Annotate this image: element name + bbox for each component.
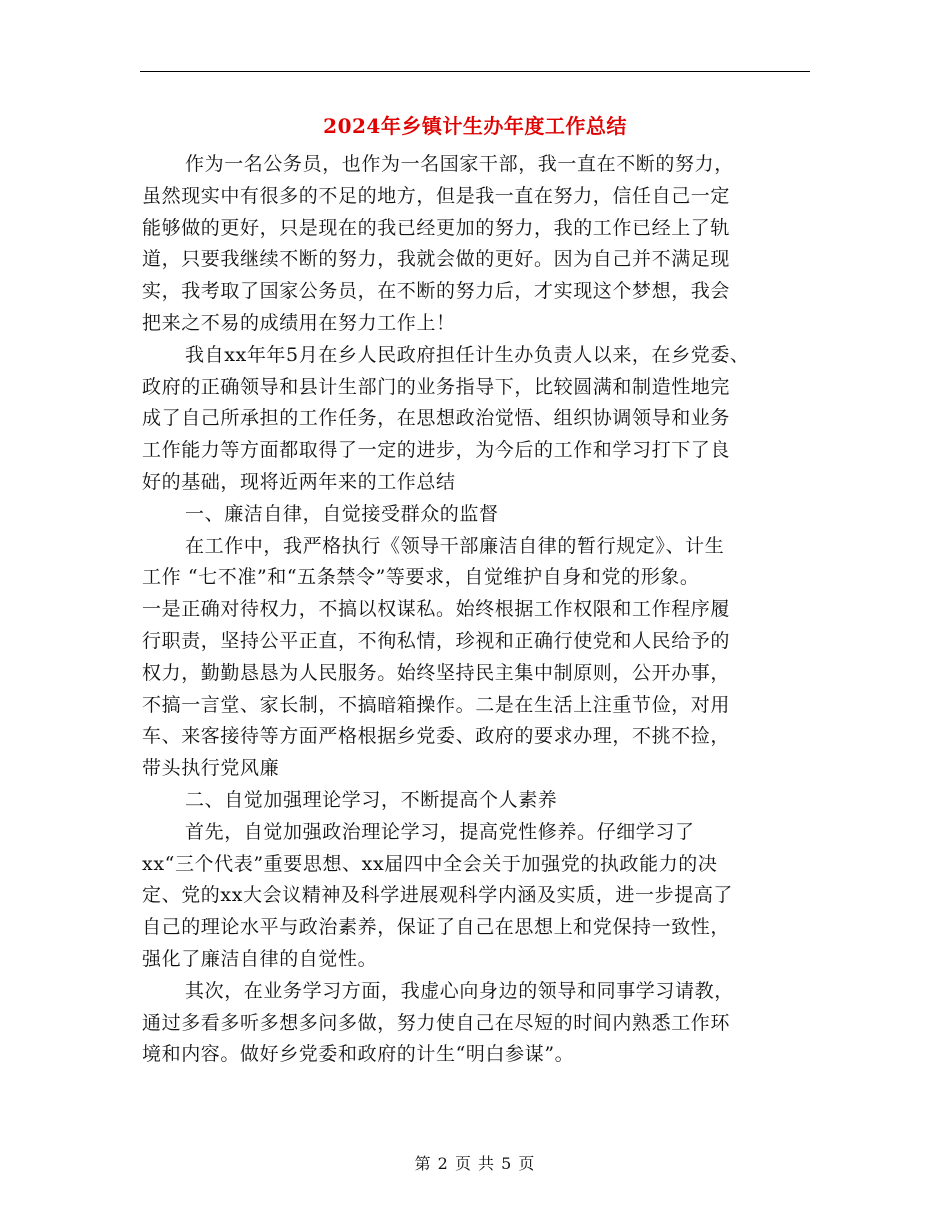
paragraph bbox=[142, 149, 814, 340]
text-line: 我自xx年年5月在乡人民政府担任计生办负责人以来，在乡党委、 bbox=[185, 343, 750, 366]
text-line: 实，我考取了国家公务员，在不断的努力后，才实现这个梦想，我会 bbox=[142, 280, 731, 303]
paragraph bbox=[142, 499, 814, 531]
text-line: 定、党的xx大会议精神及科学进展观科学内涵及实质，进一步提高了 bbox=[142, 884, 734, 907]
text-line: 权力，勤勤恳恳为人民服务。始终坚持民主集中制原则，公开办事， bbox=[142, 661, 731, 684]
paragraph bbox=[142, 976, 814, 1071]
text-line: 首先，自觉加强政治理论学习，提高党性修养。仔细学习了 bbox=[185, 820, 695, 843]
text-line: 通过多看多听多想多问多做，努力使自己在尽短的时间内熟悉工作环 bbox=[142, 1011, 731, 1034]
text-line: xx“三个代表”重要思想、xx届四中全会关于加强党的执政能力的决 bbox=[142, 852, 718, 875]
text-line: 好的基础，现将近两年来的工作总结 bbox=[142, 470, 456, 493]
text-line: 政府的正确领导和县计生部门的业务指导下，比较圆满和制造性地完 bbox=[142, 375, 731, 398]
text-line: 工作 “七不准”和“五条禁令”等要求，自觉维护自身和党的形象。 bbox=[142, 566, 700, 589]
text-line: 不搞一言堂、家长制，不搞暗箱操作。二是在生活上注重节俭，对用 bbox=[142, 693, 731, 716]
header-rule bbox=[140, 71, 810, 72]
text-line: 自己的理论水平与政治素养，保证了自己在思想上和党保持一致性， bbox=[142, 916, 731, 939]
text-line: 境和内容。做好乡党委和政府的计生“明白参谋”。 bbox=[142, 1043, 575, 1066]
text-line: 行职责，坚持公平正直，不徇私情，珍视和正确行使党和人民给予的 bbox=[142, 629, 731, 652]
text-line: 一是正确对待权力，不搞以权谋私。始终根据工作权限和工作程序履 bbox=[142, 598, 731, 621]
text-line: 道，只要我继续不断的努力，我就会做的更好。因为自己并不满足现 bbox=[142, 248, 731, 271]
text-line: 在工作中，我严格执行《领导干部廉洁自律的暂行规定》、计生 bbox=[185, 534, 725, 557]
paragraph bbox=[142, 340, 814, 499]
text-line: 工作能力等方面都取得了一定的进步，为今后的工作和学习打下了良 bbox=[142, 439, 731, 462]
text-line: 带头执行党风廉 bbox=[142, 757, 280, 780]
text-line: 能够做的更好，只是现在的我已经更加的努力，我的工作已经上了轨 bbox=[142, 216, 731, 239]
text-line: 车、来客接待等方面严格根据乡党委、政府的要求办理，不挑不捡， bbox=[142, 725, 731, 748]
page-number-footer: 第 2 页 共 5 页 bbox=[414, 1154, 536, 1173]
text-line: 二、自觉加强理论学习，不断提高个人素养 bbox=[185, 788, 558, 811]
text-line: 其次，在业务学习方面，我虚心向身边的领导和同事学习请教， bbox=[185, 979, 734, 1002]
document-title: 2024年乡镇计生办年度工作总结 bbox=[323, 114, 627, 138]
paragraph bbox=[142, 785, 814, 817]
paragraph bbox=[142, 531, 814, 785]
text-line: 成了自己所承担的工作任务，在思想政治觉悟、组织协调领导和业务 bbox=[142, 407, 731, 430]
text-line: 一、廉洁自律，自觉接受群众的监督 bbox=[185, 502, 499, 525]
text-line: 虽然现实中有很多的不足的地方，但是我一直在努力，信任自己一定 bbox=[142, 184, 731, 207]
paragraph bbox=[142, 817, 814, 976]
text-line: 把来之不易的成绩用在努力工作上！ bbox=[142, 311, 456, 334]
text-line: 强化了廉洁自律的自觉性。 bbox=[142, 947, 378, 970]
document-body bbox=[142, 149, 814, 1071]
text-line: 作为一名公务员，也作为一名国家干部，我一直在不断的努力， bbox=[185, 153, 734, 175]
